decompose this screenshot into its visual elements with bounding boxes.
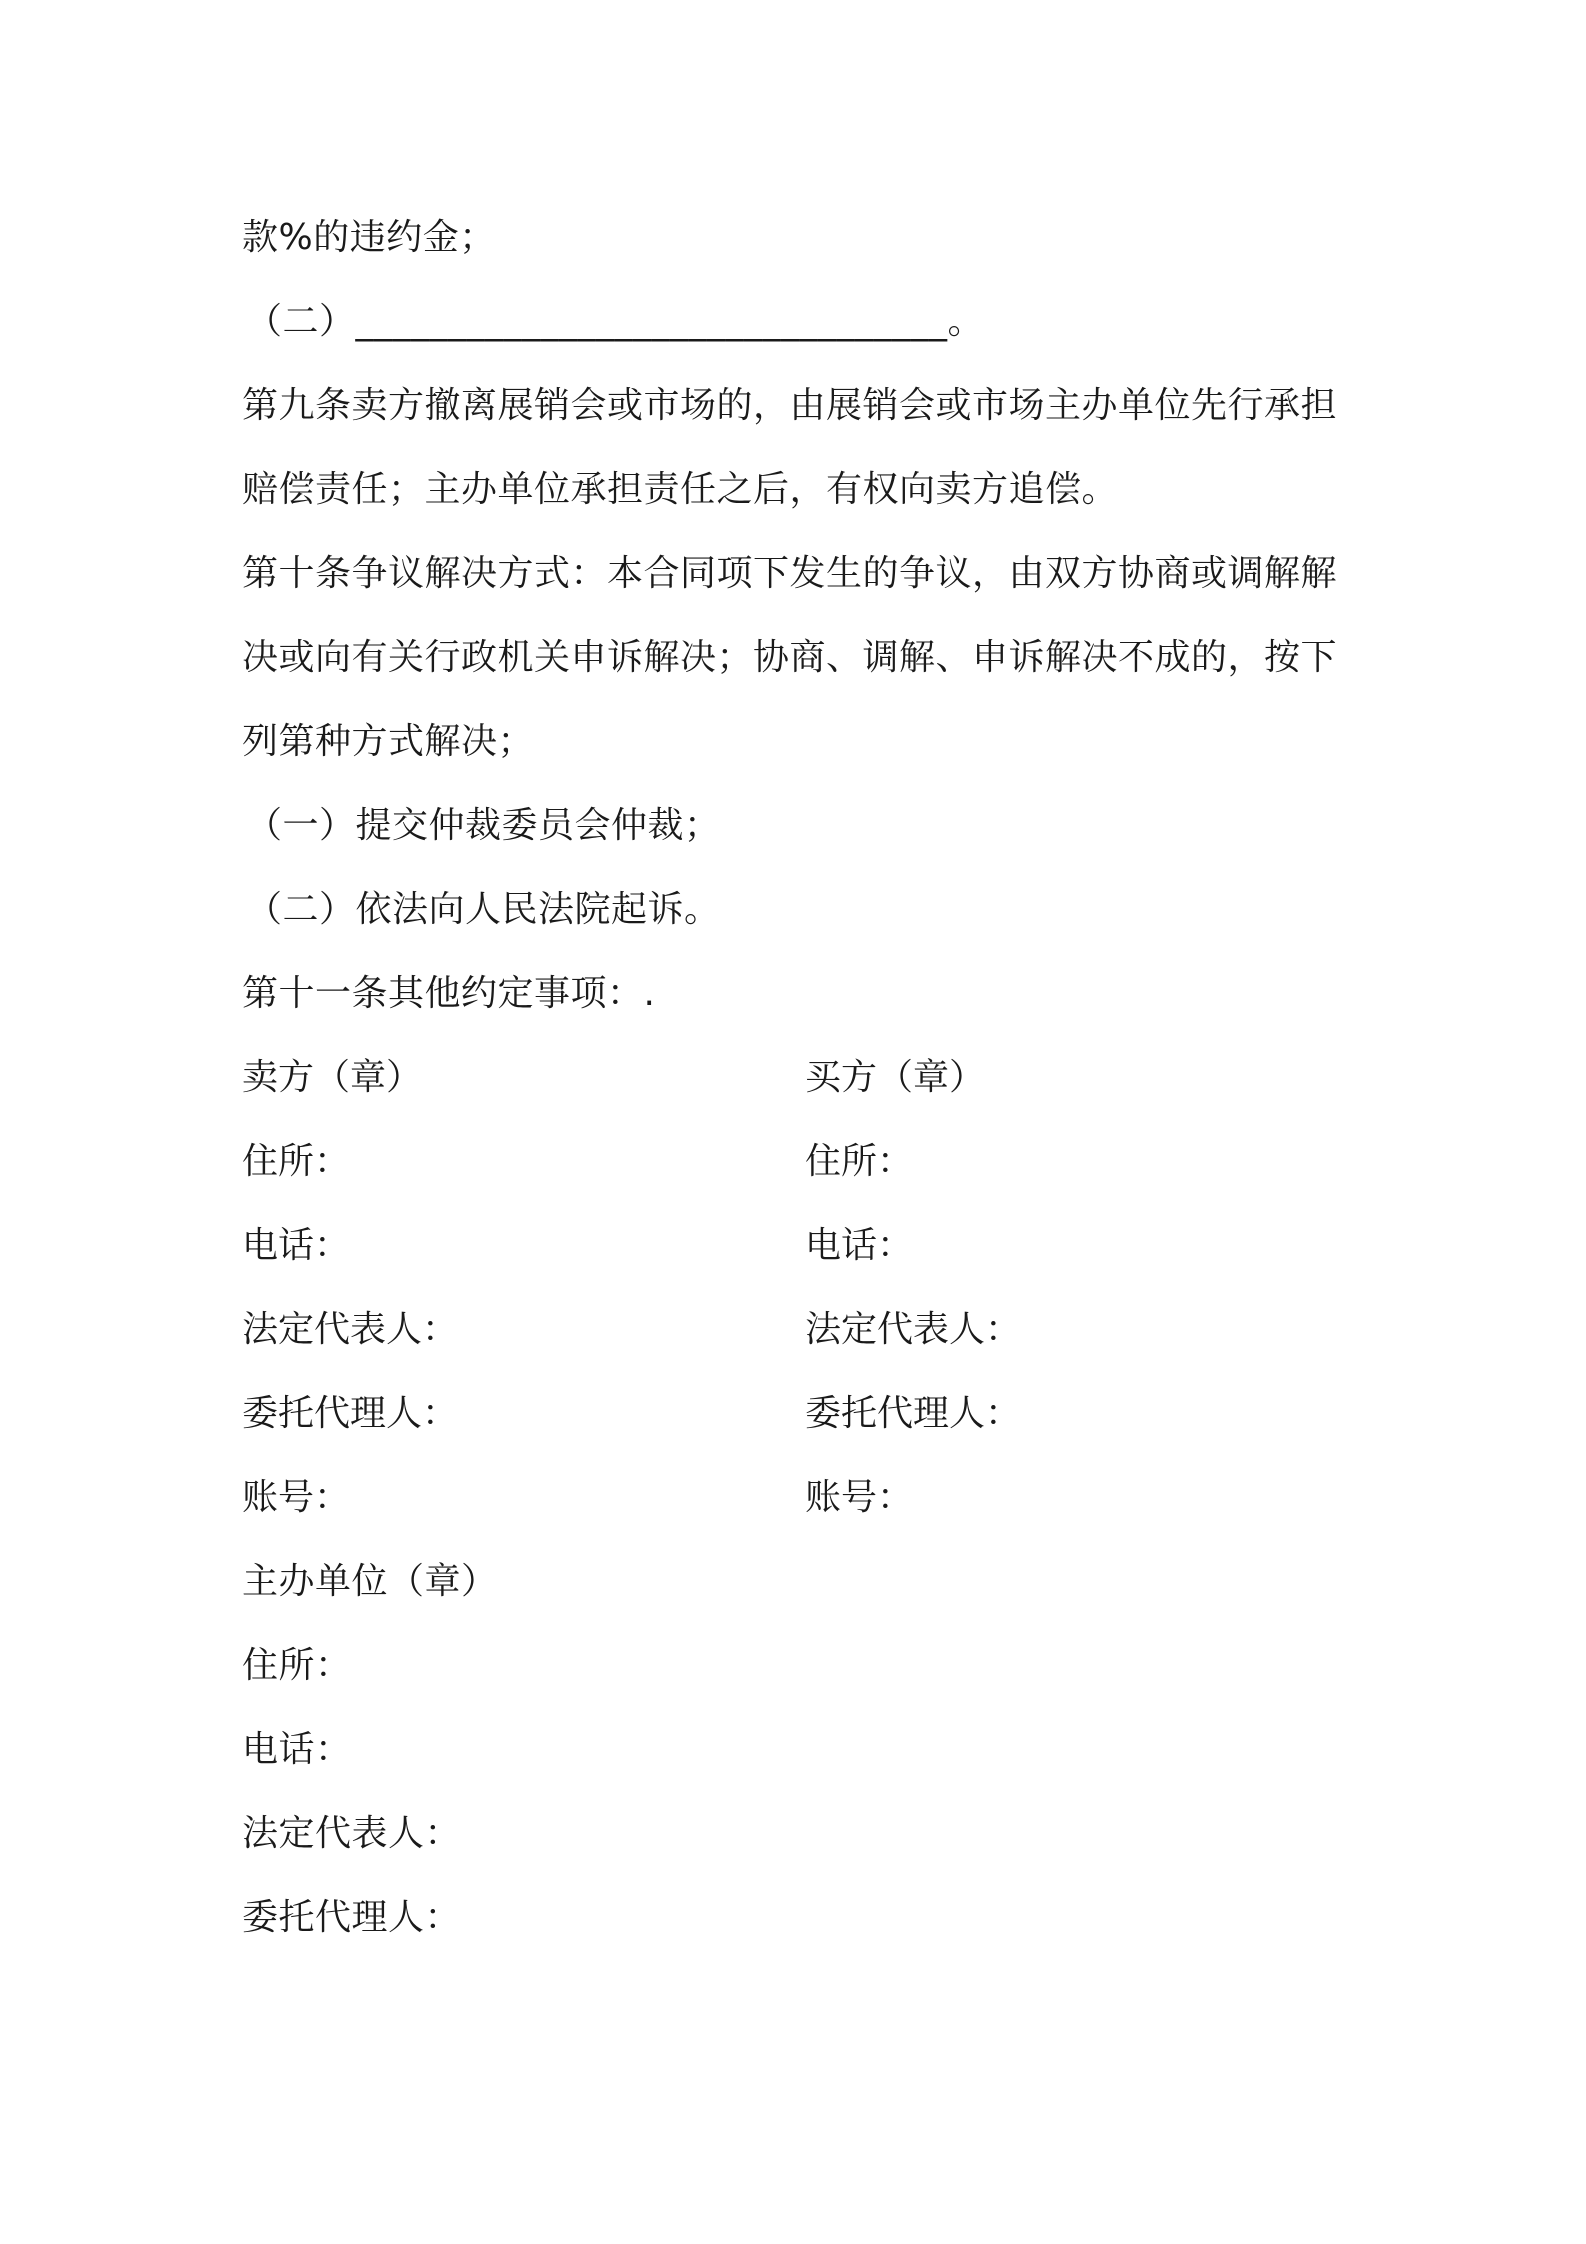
organizer-address-label: 住所： — [242, 1645, 352, 1686]
article-eleven: 第十一条其他约定事项：. — [242, 973, 656, 1014]
seller-legal-rep-label: 法定代表人： — [242, 1309, 459, 1350]
seller-address-label: 住所： — [242, 1141, 351, 1182]
article-ten-line-3: 列第种方式解决； — [242, 721, 535, 762]
organizer-agent-label: 委托代理人： — [242, 1897, 462, 1938]
buyer-phone-label: 电话： — [805, 1225, 914, 1266]
organizer-legal-rep-label: 法定代表人： — [242, 1813, 462, 1854]
organizer-phone-label: 电话： — [242, 1729, 352, 1770]
paragraph-penalty-continued: 款%的违约金； — [242, 217, 496, 258]
dispute-option-court: （二）依法向人民法院起诉。 — [246, 889, 721, 930]
dispute-option-arbitration: （一）提交仲裁委员会仲裁； — [246, 805, 721, 846]
signature-row-account — [242, 1456, 1362, 1540]
article-nine-line-2: 赔偿责任；主办单位承担责任之后，有权向卖方追偿。 — [242, 469, 1119, 510]
document-body — [242, 196, 1362, 1960]
organizer-seal-label: 主办单位（章） — [242, 1561, 498, 1602]
signature-row-address — [242, 1120, 1362, 1204]
buyer-account-label: 账号： — [805, 1477, 914, 1518]
buyer-agent-label: 委托代理人： — [805, 1393, 1022, 1434]
seller-account-label: 账号： — [242, 1477, 351, 1518]
seller-agent-label: 委托代理人： — [242, 1393, 459, 1434]
article-nine-line-1: 第九条卖方撤离展销会或市场的，由展销会或市场主办单位先行承担 — [242, 385, 1338, 426]
signature-row-agent — [242, 1372, 1362, 1456]
article-ten-line-2: 决或向有关行政机关申诉解决；协商、调解、申诉解决不成的，按下 — [242, 637, 1338, 678]
article-ten-line-1: 第十条争议解决方式：本合同项下发生的争议，由双方协商或调解解 — [242, 553, 1338, 594]
buyer-address-label: 住所： — [805, 1141, 914, 1182]
seller-phone-label: 电话： — [242, 1225, 351, 1266]
seller-seal-label: 卖方（章） — [242, 1057, 423, 1098]
buyer-seal-label: 买方（章） — [805, 1057, 986, 1098]
signature-row-legal-rep — [242, 1288, 1362, 1372]
signature-row-seal — [242, 1036, 1362, 1120]
paragraph-item-two-blank: （二）________________________________。 — [246, 301, 985, 342]
signature-row-phone — [242, 1204, 1362, 1288]
buyer-legal-rep-label: 法定代表人： — [805, 1309, 1022, 1350]
